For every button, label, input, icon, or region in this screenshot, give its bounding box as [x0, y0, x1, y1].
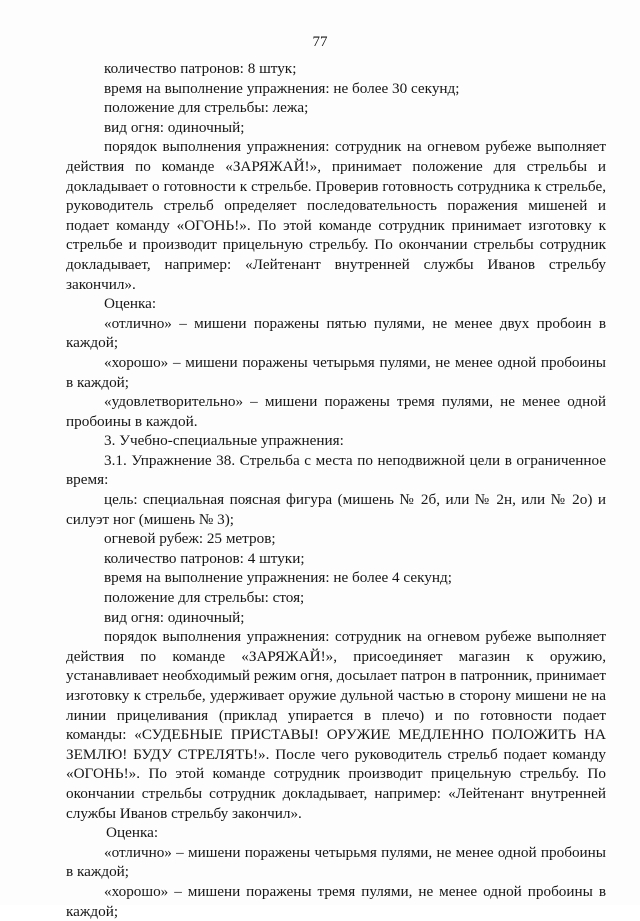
paragraph-procedure: порядок выполнения упражнения: сотрудник на огневом рубеже выполняет действия по команде «ЗАРЯЖАЙ!», присоединяет магазин к оружию, устанавливает необходимый режим огня, досылает патрон в патронник, принимает изготовку к стрельбе, удерживает оружие дульной частью в сторону мишени не на линии прицеливания (приклад упирается в плечо) и по готовности подает команды: «СУДЕБНЫЕ ПРИСТАВЫ! ОРУЖИЕ МЕДЛЕННО ПОЛОЖИТЬ НА ЗЕМЛЮ! БУДУ СТРЕЛЯТЬ!». После чего руководитель стрельб подает команду «ОГОНЬ!». По этой команде сотрудник производит прицельную стрельбу. По окончании стрельбы сотрудник докладывает, например: «Лейтенант внутренней службы Иванов стрельбу закончил». [66, 628, 606, 822]
paragraph-firing-line: огневой рубеж: 25 метров; [104, 530, 276, 548]
paragraph-time-limit: время на выполнение упражнения: не более 4 секунд; [104, 569, 452, 587]
paragraph-assessment-heading: Оценка: [104, 295, 157, 313]
paragraph-section-heading: 3. Учебно-специальные упражнения: [104, 432, 344, 450]
paragraph-grade-excellent: «отлично» – мишени поражены пятью пулями, не менее двух пробоин в каждой; [66, 314, 606, 352]
paragraph-cartridge-count: количество патронов: 8 штук; [104, 60, 297, 77]
paragraph-grade-good: «хорошо» – мишени поражены четырьмя пулями, не менее одной пробоины в каждой; [66, 353, 606, 391]
paragraph-fire-mode: вид огня: одиночный; [104, 118, 245, 136]
paragraph-grade-good: «хорошо» – мишени поражены тремя пулями, не менее одной пробоины в каждой; [66, 882, 606, 920]
paragraph-procedure: порядок выполнения упражнения: сотрудник на огневом рубеже выполняет действия по команде «ЗАРЯЖАЙ!», принимает положение для стрельбы и докладывает о готовности к стрельбе. Проверив готовность сотрудника к стрельбе, руководитель стрельб определяет последовательность поражения мишеней и подает команду «ОГОНЬ!». По этой команде сотрудник принимает изготовку к стрельбе и производит прицельную стрельбу. По окончании стрельбы сотрудник докладывает, например: «Лейтенант внутренней службы Иванов стрельбу закончил». [66, 138, 606, 293]
paragraph-shooting-position: положение для стрельбы: лежа; [104, 99, 309, 117]
paragraph-fire-mode: вид огня: одиночный; [104, 608, 245, 626]
paragraph-grade-excellent: «отлично» – мишени поражены четырьмя пулями, не менее одной пробоины в каждой; [66, 843, 606, 881]
body-text [66, 59, 606, 921]
paragraph-grade-satisfactory: «удовлетворительно» – мишени поражены тремя пулями, не менее одной пробоины в каждой. [66, 393, 606, 430]
paragraph-target: цель: специальная поясная фигура (мишень № 2б, или № 2н, или № 2о) и силуэт ног (мишень № 3); [66, 491, 606, 528]
paragraph-exercise-title: 3.1. Упражнение 38. Стрельба с места по неподвижной цели в ограниченное время: [66, 451, 606, 489]
paragraph-assessment-heading: Оценка: [106, 824, 159, 842]
paragraph-shooting-position: положение для стрельбы: стоя; [104, 589, 305, 607]
page-number: 77 [312, 34, 328, 50]
paragraph-time-limit: время на выполнение упражнения: не более 30 секунд; [104, 79, 460, 97]
paragraph-cartridge-count: количество патронов: 4 штуки; [104, 549, 305, 567]
